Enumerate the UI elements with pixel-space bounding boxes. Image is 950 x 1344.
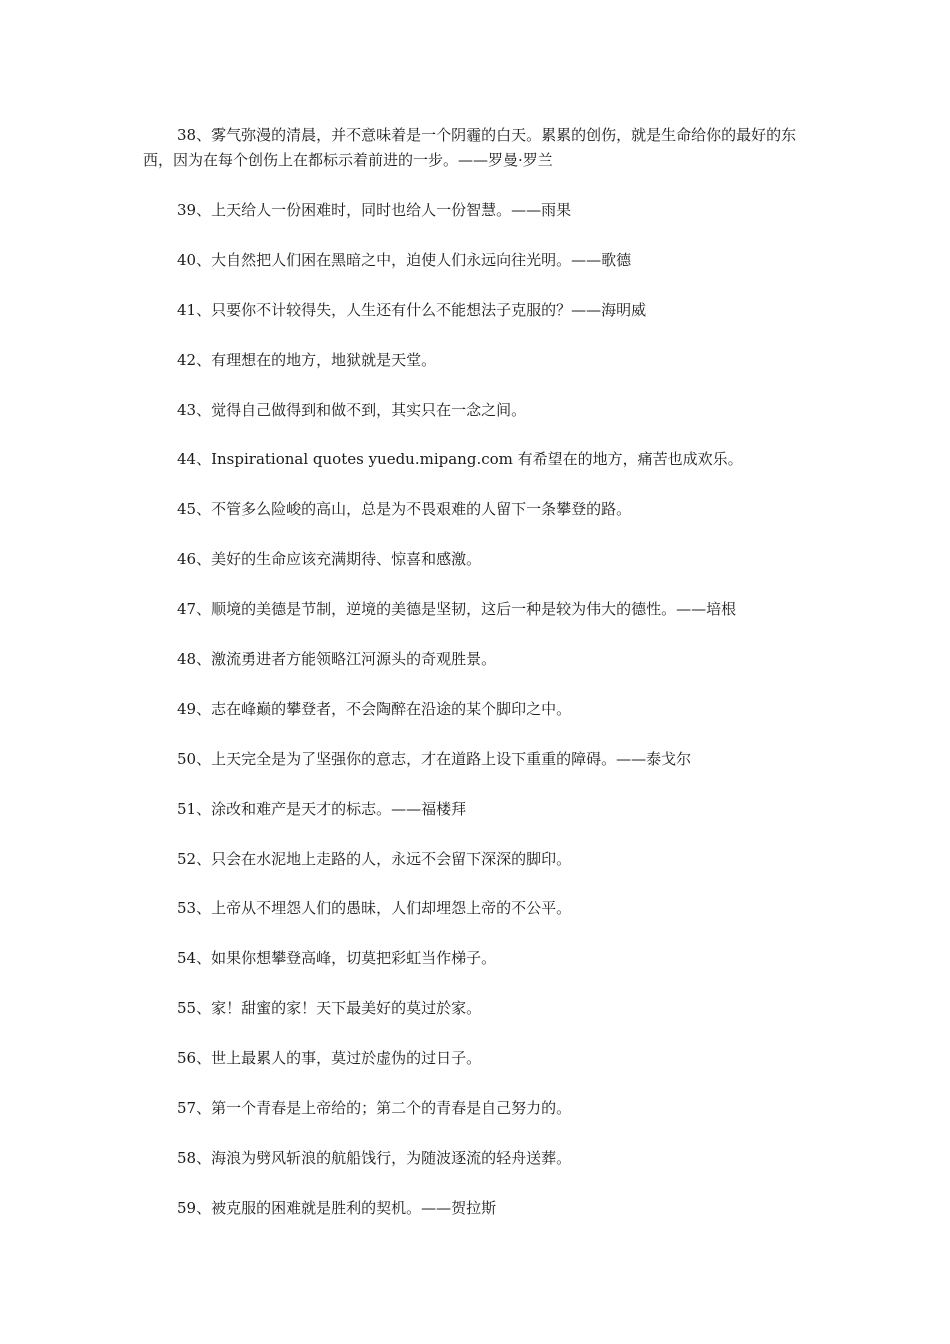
- quote-paragraph: 48、激流勇进者方能领略江河源头的奇观胜景。: [177, 650, 497, 669]
- quote-paragraph: 47、顺境的美德是节制，逆境的美德是坚韧，这后一种是较为伟大的德性。——培根: [177, 600, 737, 619]
- quote-paragraph: 40、大自然把人们困在黑暗之中，迫使人们永远向往光明。——歌德: [177, 250, 632, 269]
- quote-paragraph: 44、Inspirational quotes yuedu.mipang.com 有希望在的地方，痛苦也成欢乐。: [177, 450, 743, 469]
- quote-paragraph: 59、被克服的困难就是胜利的契机。——贺拉斯: [177, 1198, 497, 1217]
- quote-paragraph: 38、雾气弥漫的清晨，并不意味着是一个阴霾的白天。累累的创伤，就是生命给你的最好的东西，因为在每个创伤上在都标示着前进的一步。——罗曼·罗兰: [143, 126, 797, 169]
- quote-paragraph: 45、不管多么险峻的高山，总是为不畏艰难的人留下一条攀登的路。: [177, 500, 632, 519]
- quote-paragraph: 57、第一个青春是上帝给的；第二个的青春是自己努力的。: [177, 1099, 572, 1118]
- quote-list: [143, 123, 813, 1246]
- quote-paragraph: 42、有理想在的地方，地狱就是天堂。: [177, 350, 437, 369]
- quote-paragraph: 50、上天完全是为了坚强你的意志，才在道路上设下重重的障碍。——泰戈尔: [177, 749, 692, 768]
- quote-paragraph: 56、世上最累人的事，莫过於虚伪的过日子。: [177, 1049, 482, 1068]
- quote-paragraph: 46、美好的生命应该充满期待、惊喜和感激。: [177, 550, 482, 569]
- quote-paragraph: 49、志在峰巅的攀登者，不会陶醉在沿途的某个脚印之中。: [177, 699, 572, 718]
- quote-paragraph: 51、涂改和难产是天才的标志。——福楼拜: [177, 799, 467, 818]
- quote-paragraph: 39、上天给人一份困难时，同时也给人一份智慧。——雨果: [177, 201, 572, 219]
- quote-paragraph: 54、如果你想攀登高峰，切莫把彩虹当作梯子。: [177, 949, 497, 968]
- quote-paragraph: 58、海浪为劈风斩浪的航船饯行，为随波逐流的轻舟送葬。: [177, 1148, 572, 1167]
- quote-paragraph: 55、家！甜蜜的家！天下最美好的莫过於家。: [177, 999, 482, 1018]
- quote-paragraph: 53、上帝从不埋怨人们的愚昧，人们却埋怨上帝的不公平。: [177, 899, 572, 918]
- quote-paragraph: 43、觉得自己做得到和做不到，其实只在一念之间。: [177, 400, 527, 419]
- quote-paragraph: 52、只会在水泥地上走路的人，永远不会留下深深的脚印。: [177, 849, 572, 868]
- quote-paragraph: 41、只要你不计较得失，人生还有什么不能想法子克服的？——海明威: [177, 300, 647, 319]
